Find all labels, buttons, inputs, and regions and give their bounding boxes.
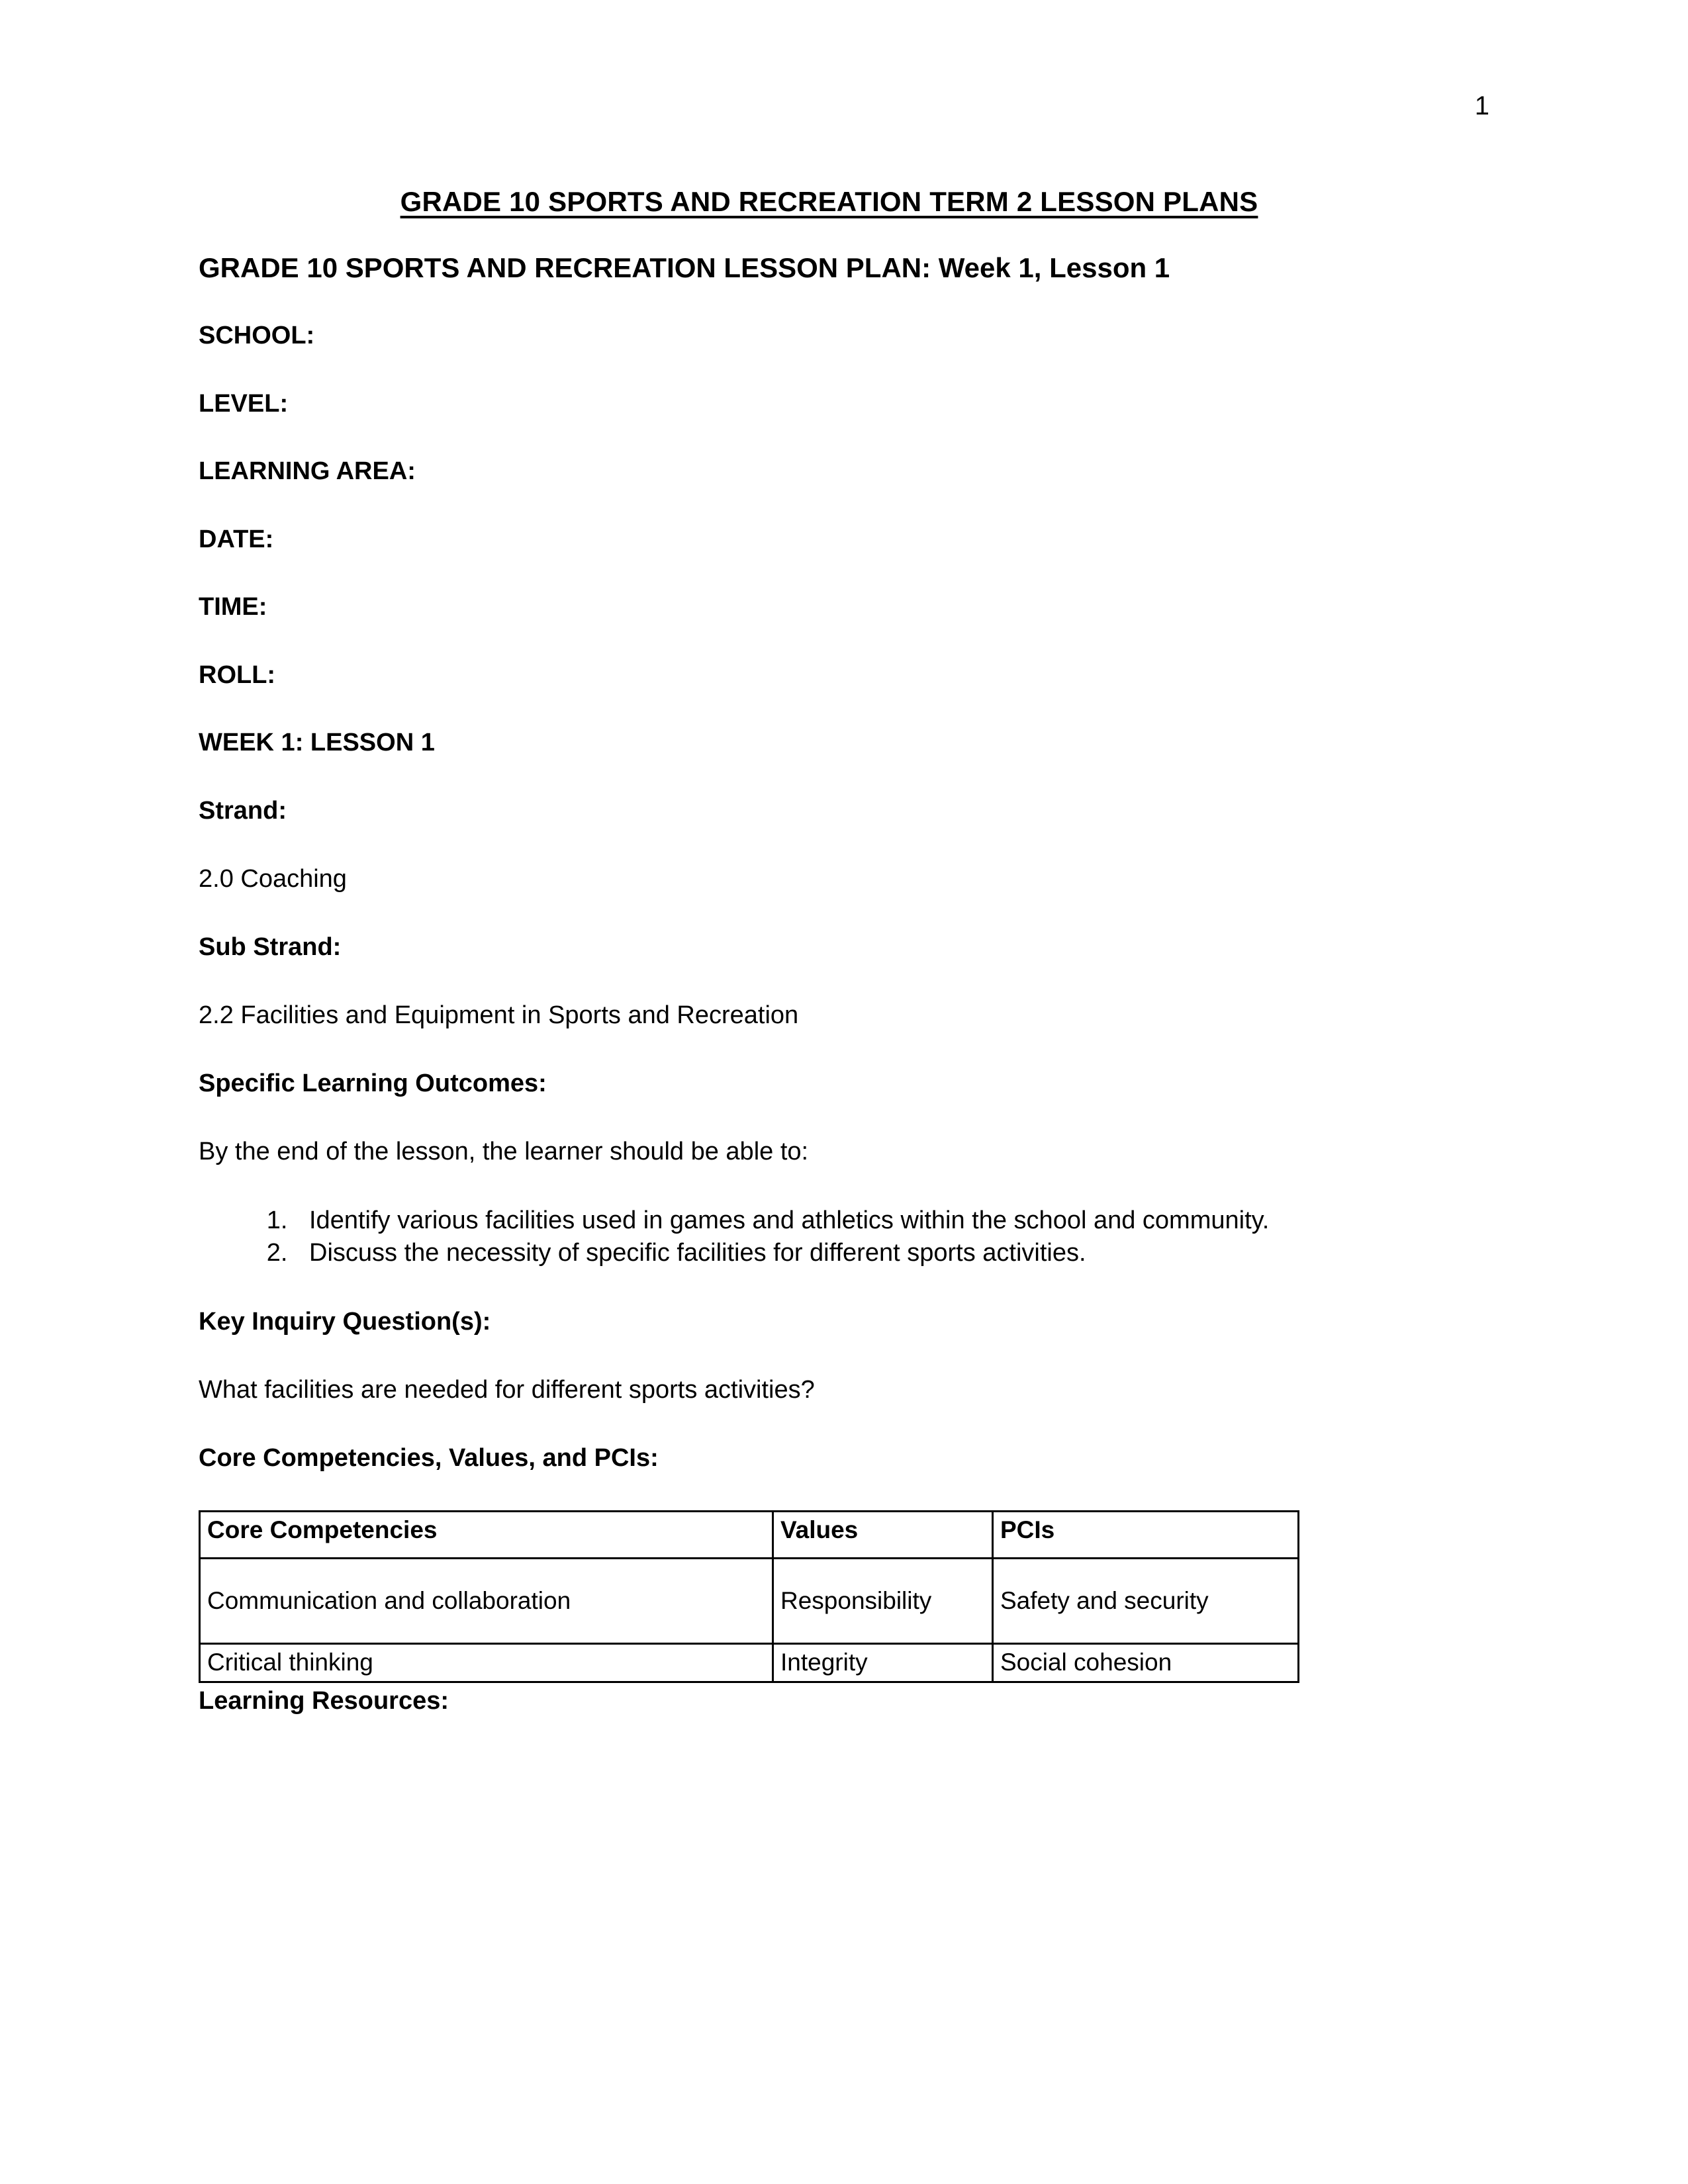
table-cell-core-competency: Critical thinking <box>200 1644 773 1682</box>
week-lesson-heading: WEEK 1: LESSON 1 <box>199 729 435 757</box>
core-competencies-label: Core Competencies, Values, and PCIs: <box>199 1443 659 1472</box>
document-title-text: GRADE 10 SPORTS AND RECREATION TERM 2 LESSON PLANS <box>400 186 1258 217</box>
document-title <box>199 185 1460 218</box>
strand-label: Strand: <box>199 796 287 825</box>
strand-value: 2.0 Coaching <box>199 865 347 893</box>
table-cell-pci: Safety and security <box>993 1559 1299 1644</box>
specific-learning-outcomes-label: Specific Learning Outcomes: <box>199 1069 547 1097</box>
sub-strand-label: Sub Strand: <box>199 933 342 961</box>
list-item: 1. Identify various facilities used in games and athletics within the school and community. <box>295 1205 1460 1237</box>
table-header-core-competencies: Core Competencies <box>200 1512 773 1559</box>
table-cell-value: Integrity <box>773 1644 993 1682</box>
document-subtitle: GRADE 10 SPORTS AND RECREATION LESSON PLAN: Week 1, Lesson 1 <box>199 251 1170 283</box>
sub-strand-value: 2.2 Facilities and Equipment in Sports and Recreation <box>199 1001 799 1030</box>
key-inquiry-question-label: Key Inquiry Question(s): <box>199 1307 491 1336</box>
document-content <box>199 185 1460 1717</box>
table-cell-value: Responsibility <box>773 1559 993 1644</box>
field-label-level: LEVEL: <box>199 389 289 418</box>
field-label-school: SCHOOL: <box>199 322 315 350</box>
table-header-pcis: PCIs <box>993 1512 1299 1559</box>
learning-outcomes-list <box>199 1205 1460 1270</box>
field-label-learning-area: LEARNING AREA: <box>199 457 416 486</box>
field-label-date: DATE: <box>199 525 274 553</box>
field-label-time: TIME: <box>199 593 267 621</box>
page-number: 1 <box>1474 91 1489 120</box>
table-cell-core-competency: Communication and collaboration <box>200 1559 773 1644</box>
table-row <box>200 1559 1299 1644</box>
learning-resources-label: Learning Resources: <box>199 1687 449 1715</box>
table-row <box>200 1644 1299 1682</box>
core-competencies-table <box>199 1510 1299 1683</box>
outcomes-intro-text: By the end of the lesson, the learner should be able to: <box>199 1138 809 1166</box>
table-header-row <box>200 1512 1299 1559</box>
table-header-values: Values <box>773 1512 993 1559</box>
key-inquiry-question-value: What facilities are needed for different sports activities? <box>199 1376 815 1404</box>
list-item: 2. Discuss the necessity of specific facilities for different sports activities. <box>295 1237 1460 1269</box>
field-label-roll: ROLL: <box>199 660 276 689</box>
table-cell-pci: Social cohesion <box>993 1644 1299 1682</box>
